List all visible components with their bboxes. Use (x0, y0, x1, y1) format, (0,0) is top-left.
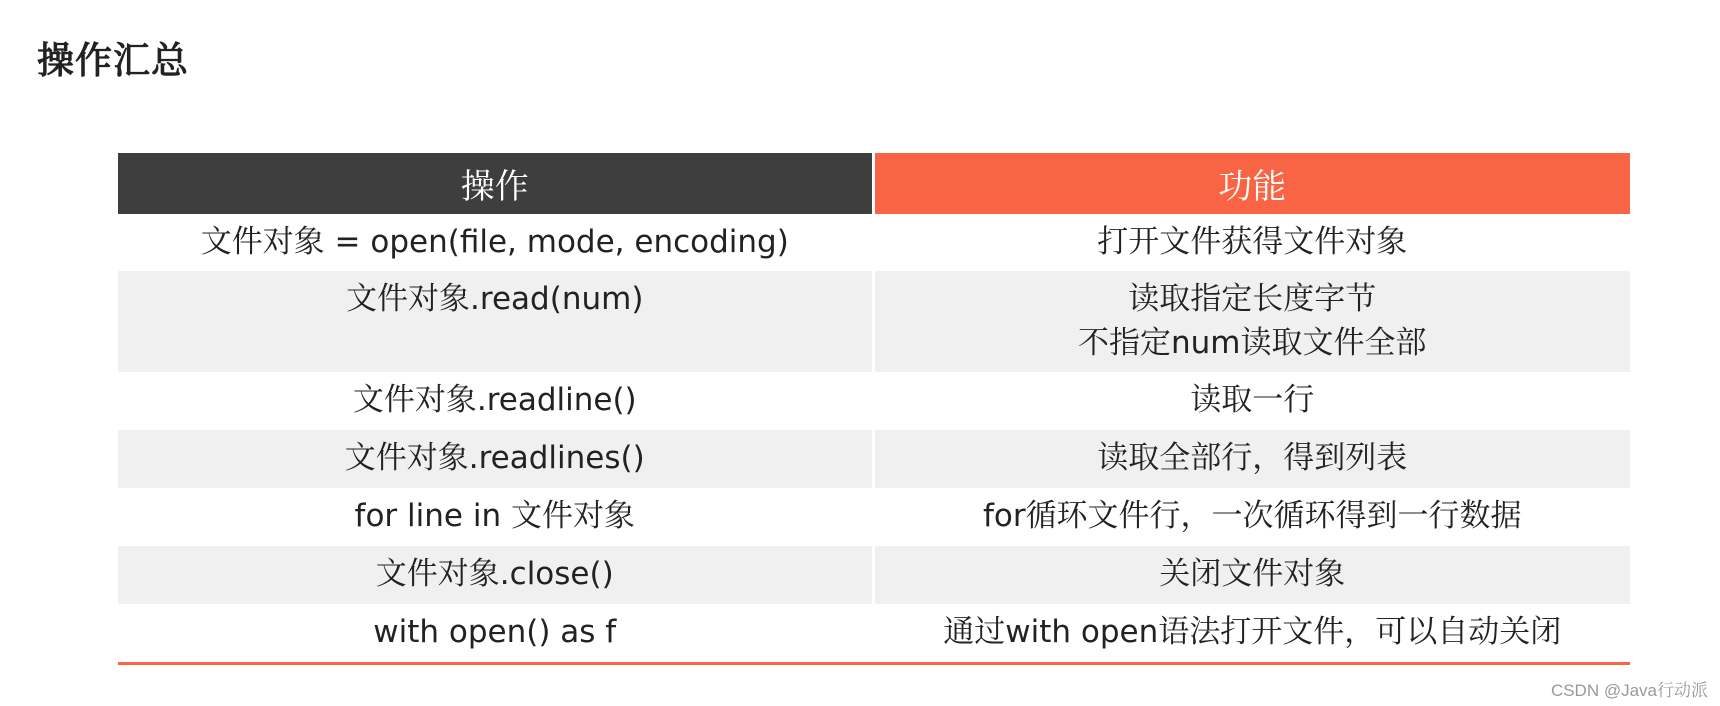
table-row (118, 488, 1630, 546)
function-text: 关闭文件对象 (1159, 556, 1346, 592)
function-text: 读取指定长度字节 (1128, 281, 1377, 317)
function-text: 读取全部行，得到列表 (1097, 440, 1408, 476)
header-operation: 操作 (118, 153, 873, 214)
function-text: for循环文件行，一次循环得到一行数据 (982, 498, 1522, 534)
page-title: 操作汇总 (37, 39, 189, 82)
operation-text: with open() as f (373, 614, 617, 650)
table-bottom-rule (118, 662, 1630, 665)
function-cell (873, 430, 1630, 488)
table-row (118, 271, 1630, 372)
operation-cell (118, 271, 873, 372)
function-cell (873, 271, 1630, 372)
function-text: 读取一行 (1190, 382, 1315, 418)
header-function: 功能 (873, 153, 1630, 214)
table-header-row (118, 153, 1630, 214)
function-cell (873, 214, 1630, 271)
function-cell (873, 546, 1630, 604)
function-cell (873, 604, 1630, 665)
table-row (118, 372, 1630, 430)
operation-text: 文件对象.close() (375, 556, 614, 592)
operation-cell (118, 214, 873, 271)
operation-text: 文件对象.readline() (352, 382, 637, 418)
operations-table (118, 153, 1630, 665)
operation-text: 文件对象 = open(file, mode, encoding) (200, 224, 789, 260)
operation-cell (118, 546, 873, 604)
table-row (118, 430, 1630, 488)
function-cell (873, 488, 1630, 546)
function-text: 打开文件获得文件对象 (1097, 224, 1408, 260)
function-cell (873, 372, 1630, 430)
function-text-line2: 不指定num读取文件全部 (1078, 325, 1427, 361)
table-row (118, 214, 1630, 271)
watermark: CSDN @Java行动派 (1550, 681, 1708, 700)
function-text: 通过with open语法打开文件，可以自动关闭 (943, 614, 1562, 650)
operation-text: 文件对象.readlines() (344, 440, 645, 476)
operation-cell (118, 604, 873, 665)
operation-text: 文件对象.read(num) (346, 281, 644, 317)
operation-cell (118, 488, 873, 546)
operation-cell (118, 430, 873, 488)
operation-text: for line in 文件对象 (354, 498, 635, 534)
table-row (118, 546, 1630, 604)
table-row (118, 604, 1630, 665)
operation-cell (118, 372, 873, 430)
